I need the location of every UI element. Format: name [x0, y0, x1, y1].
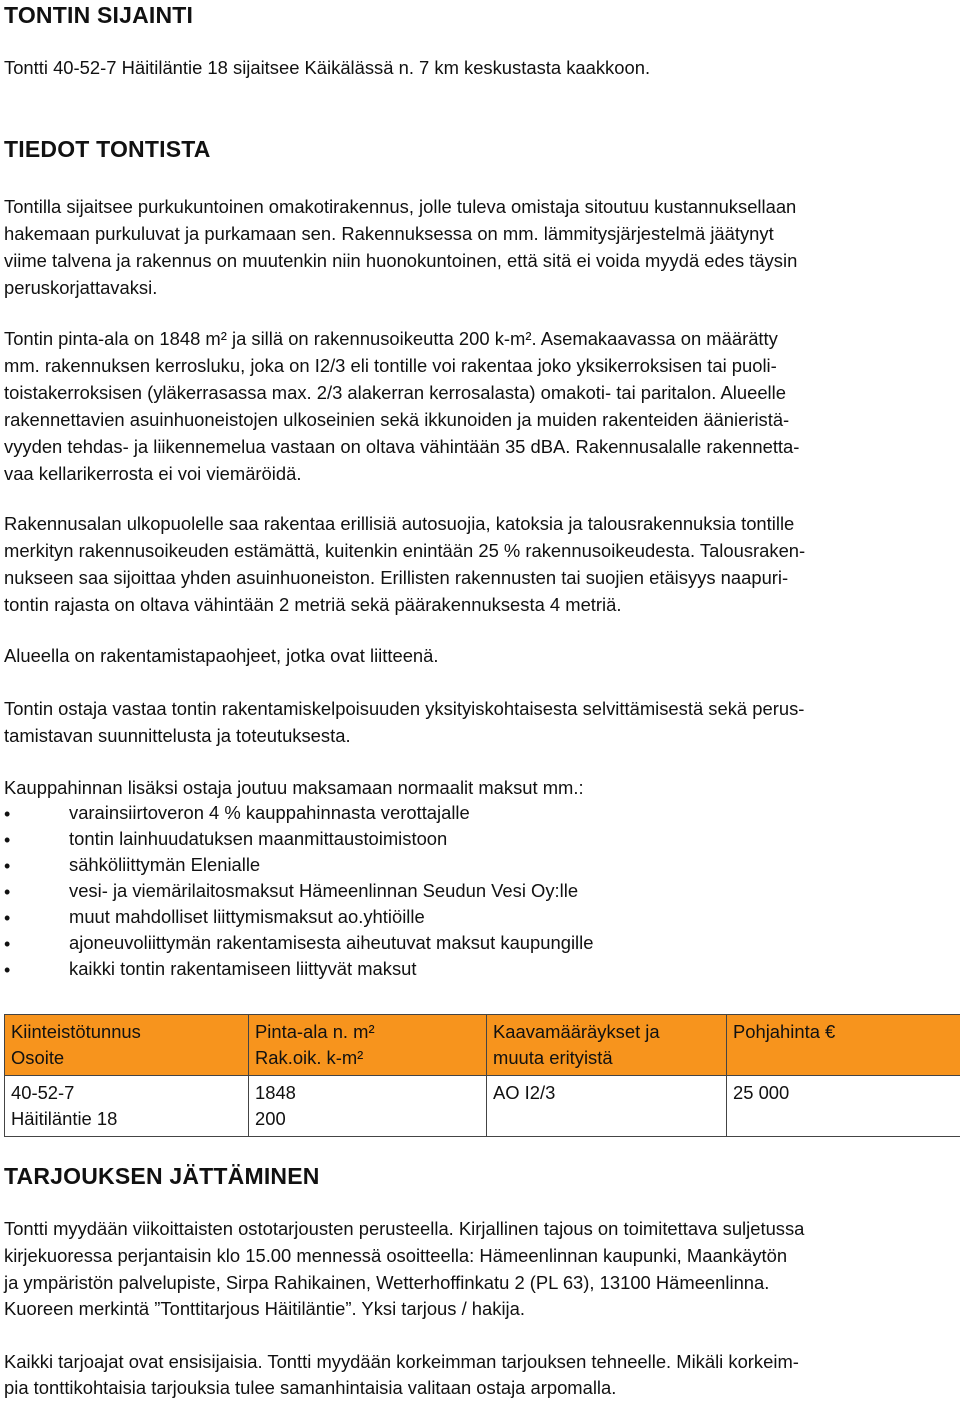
list-item-text: varainsiirtoveron 4 % kauppahinnasta verottajalle	[69, 802, 470, 824]
header-cell-base-price	[727, 1015, 960, 1076]
header-label: Osoite	[11, 1045, 242, 1071]
location-text: Tontti 40-52-7 Häitiläntie 18 sijaitsee Käikälässä n. 7 km keskustasta kaakkoon.	[4, 55, 650, 81]
cell-value: 25 000	[733, 1080, 960, 1106]
cell-base-price	[727, 1076, 960, 1137]
text-line: tontin rajasta on oltava vähintään 2 metriä sekä päärakennuksesta 4 metriä.	[4, 592, 621, 618]
text-line: Kuoreen merkintä ”Tonttitarjous Häitiläntie”. Yksi tarjous / hakija.	[4, 1296, 525, 1322]
cell-property-id	[5, 1076, 249, 1137]
text-line: tamistavan suunnittelusta ja toteutuksesta.	[4, 723, 351, 749]
text-line: hakemaan purkuluvat ja purkamaan sen. Rakennuksessa on mm. lämmitysjärjestelmä jäätynyt	[4, 221, 774, 247]
text-line: viime talvena ja rakennus on muutenkin niin huonokuntoinen, että sitä ei voida myydä edes täysin	[4, 248, 797, 274]
cell-value: Häitiläntie 18	[11, 1106, 242, 1132]
text-line: Tontilla sijaitsee purkukuntoinen omakotirakennus, jolle tuleva omistaja sitoutuu kustannuksellaan	[4, 194, 796, 220]
header-cell-zoning	[487, 1015, 727, 1076]
bullet-icon: •	[4, 934, 10, 955]
text-line: vaa kellarikerrosta ei voi viemäröidä.	[4, 461, 301, 487]
cell-value: 40-52-7	[11, 1080, 242, 1106]
info-paragraph-4: Alueella on rakentamistapaohjeet, jotka ovat liitteenä.	[4, 643, 439, 669]
header-cell-property-id	[5, 1015, 249, 1076]
header-label: Pinta-ala n. m²	[255, 1019, 480, 1045]
text-line: kirjekuoressa perjantaisin klo 15.00 mennessä osoitteella: Hämeenlinnan kaupunki, Maankäytön	[4, 1243, 787, 1269]
info-heading: TIEDOT TONTISTA	[4, 136, 211, 163]
header-cell-area	[249, 1015, 487, 1076]
location-heading: TONTIN SIJAINTI	[4, 2, 193, 29]
list-item-text: tontin lainhuudatuksen maanmittaustoimistoon	[69, 828, 447, 850]
text-line: nukseen saa sijoittaa yhden asuinhuoneiston. Erillisten rakennusten tai suojien etäisyys naapuri-	[4, 565, 788, 591]
header-label: Pohjahinta €	[733, 1019, 960, 1045]
text-line: Kaikki tarjoajat ovat ensisijaisia. Tontti myydään korkeimman tarjouksen tehneelle. Mikäli korkeim-	[4, 1349, 799, 1375]
text-line: Tontin pinta-ala on 1848 m² ja sillä on rakennusoikeutta 200 k-m². Asemakaavassa on määrätty	[4, 326, 778, 352]
header-label: Rak.oik. k-m²	[255, 1045, 480, 1071]
text-line: mm. rakennuksen kerrosluku, joka on I2/3 eli tontille voi rakentaa joko yksikerroksisen tai puoli-	[4, 353, 777, 379]
list-item-text: sähköliittymän Elenialle	[69, 854, 260, 876]
text-line: Tontti myydään viikoittaisten ostotarjousten perusteella. Kirjallinen tajous on toimitettava suljetussa	[4, 1216, 804, 1242]
cell-value: AO I2/3	[493, 1080, 720, 1106]
text-line: Tontin ostaja vastaa tontin rakentamiskelpoisuuden yksityiskohtaisesta selvittämisestä sekä perus-	[4, 696, 804, 722]
list-item-text: muut mahdolliset liittymismaksut ao.yhtiöille	[69, 906, 425, 928]
cell-value: 200	[255, 1106, 480, 1132]
offers-heading: TARJOUKSEN JÄTTÄMINEN	[4, 1163, 320, 1190]
bullet-icon: •	[4, 804, 10, 825]
header-label: Kiinteistötunnus	[11, 1019, 242, 1045]
text-line: merkityn rakennusoikeuden estämättä, kuitenkin enintään 25 % rakennusoikeudesta. Talousraken-	[4, 538, 805, 564]
bullet-icon: •	[4, 908, 10, 929]
bullet-icon: •	[4, 960, 10, 981]
text-line: pia tonttikohtaisia tarjouksia tulee samanhintaisia valitaan ostaja arpomalla.	[4, 1375, 616, 1401]
list-item-text: ajoneuvoliittymän rakentamisesta aiheutuvat maksut kaupungille	[69, 932, 593, 954]
text-line: toistakerroksisen (yläkerrasassa max. 2/3 alakerran kerrosalasta) omakoti- tai paritalon. Alueelle	[4, 380, 786, 406]
text-line: ja ympäristön palvelupiste, Sirpa Rahikainen, Wetterhoffinkatu 2 (PL 63), 13100 Hämeenlinna.	[4, 1270, 769, 1296]
cell-value: 1848	[255, 1080, 480, 1106]
bullet-icon: •	[4, 856, 10, 877]
text-line: peruskorjattavaksi.	[4, 275, 157, 301]
bullet-icon: •	[4, 882, 10, 903]
property-table	[4, 1014, 960, 1137]
header-label: Kaavamääräykset ja	[493, 1019, 720, 1045]
fees-intro: Kauppahinnan lisäksi ostaja joutuu maksamaan normaalit maksut mm.:	[4, 775, 584, 801]
text-line: vyyden tehdas- ja liikennemelua vastaan on oltava vähintään 35 dBA. Rakennusalalle rakennetta-	[4, 434, 799, 460]
table-header-row	[5, 1015, 960, 1076]
bullet-icon: •	[4, 830, 10, 851]
list-item-text: vesi- ja viemärilaitosmaksut Hämeenlinnan Seudun Vesi Oy:lle	[69, 880, 578, 902]
list-item-text: kaikki tontin rakentamiseen liittyvät maksut	[69, 958, 417, 980]
text-line: rakennettavien asuinhuoneistojen ulkoseinien sekä ikkunoiden ja muiden rakenteiden äänieristä-	[4, 407, 789, 433]
cell-area	[249, 1076, 487, 1137]
cell-zoning	[487, 1076, 727, 1137]
header-label: muuta erityistä	[493, 1045, 720, 1071]
table-row	[5, 1076, 960, 1137]
text-line: Rakennusalan ulkopuolelle saa rakentaa erillisiä autosuojia, katoksia ja talousrakennuksia tontille	[4, 511, 794, 537]
